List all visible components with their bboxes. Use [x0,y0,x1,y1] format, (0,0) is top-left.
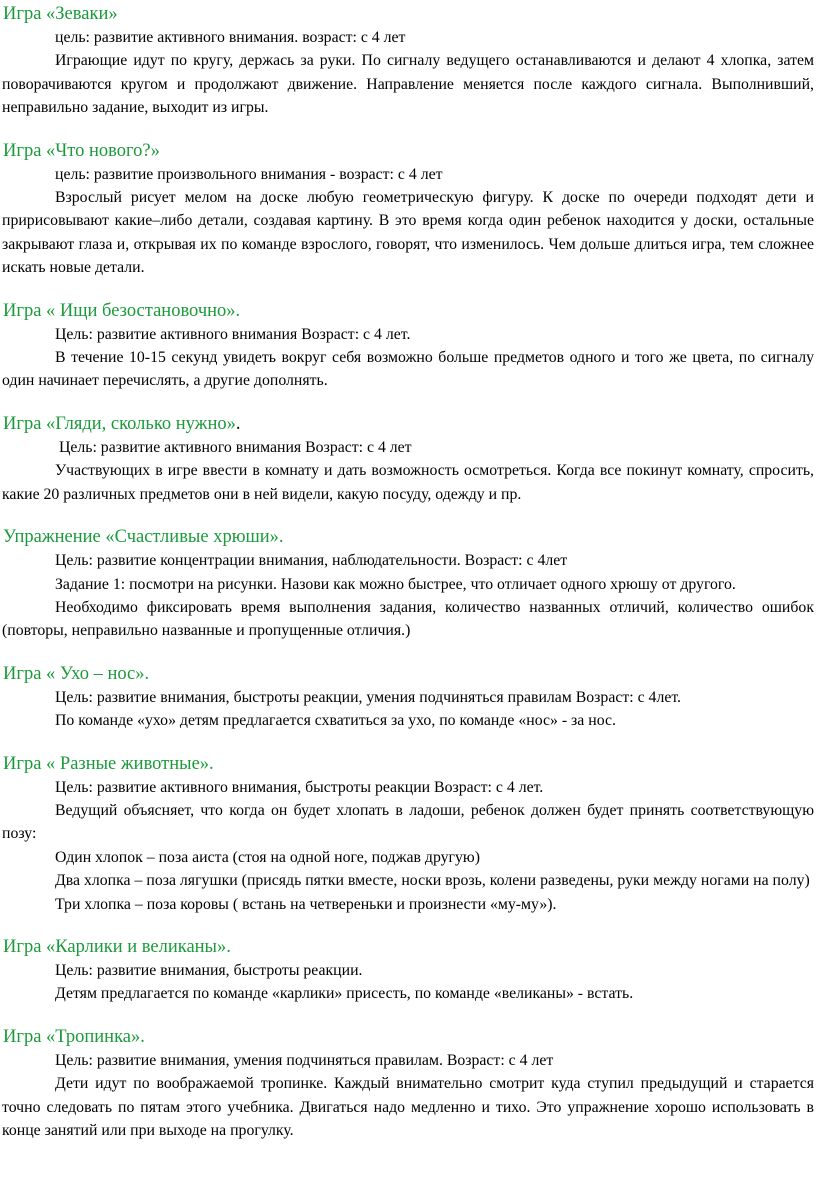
section-paragraph: Три хлопка – поза коровы ( встань на четвереньки и произнести «му-му»). [55,895,557,913]
section-title: Игра « Разные животные». [3,753,214,774]
game-section-glyadi [2,412,814,506]
section-paragraph: Играющие идут по кругу, держась за руки. По сигналу ведущего останавливаются и делают 4 хлопка, затем поворачиваются кругом и продолжают движение. Направление меняется после каждого сигнала. Выполнивший, неправильно задание, выходит из игры. [2,52,814,117]
game-section-zevaki [2,2,814,120]
section-paragraph: Необходимо фиксировать время выполнения задания, количество названных отличий, количество ошибок (повторы, неправильно названные и пропущенные отличия.) [2,598,814,640]
section-title: Игра «Гляди, сколько нужно». [3,413,241,434]
section-goal: Цель: развитие активного внимания, быстроты реакции Возраст: с 4 лет. [55,778,544,796]
section-paragraph: Детям предлагается по команде «карлики» присесть, по команде «великаны» - встать. [55,985,634,1003]
section-title: Игра «Тропинка». [3,1026,145,1047]
section-paragraph: Взрослый рисует мелом на доске любую геометрическую фигуру. К доске по очереди подходят дети и пририсовывают какие–либо детали, создавая картину. В это время когда один ребенок находится у доски, остальные закрывают глаза и, открывая их по команде взрослого, говорят, что изменилось. Чем дольше длиться игра, тем сложнее искать новые детали. [2,189,814,277]
section-title: Игра « Ищи безостановочно». [3,300,241,321]
section-goal: Цель: развитие концентрации внимания, наблюдательности. Возраст: с 4лет [55,552,568,570]
section-paragraph: В течение 10-15 секунд увидеть вокруг себя возможно больше предметов одного и того же цвета, по сигналу один начинает перечислять, а другие дополнять. [2,349,814,390]
section-goal: Цель: развитие активного внимания Возраст: с 4 лет. [55,325,411,343]
section-paragraph: Участвующих в игре ввести в комнату и дать возможность осмотреться. Когда все покинут комнату, спросить, какие 20 различных предметов они в ней видели, какую посуду, одежду и пр. [2,462,814,503]
section-goal: Цель: развитие внимания, быстроты реакции. [55,961,363,979]
section-goal: цель: развитие произвольного внимания - возраст: с 4 лет [55,165,443,183]
section-paragraph: По команде «ухо» детям предлагается схватиться за ухо, по команде «нос» - за нос. [55,712,616,730]
section-title: Игра « Ухо – нос». [3,663,150,684]
section-title: Игра «Что нового?» [3,140,160,161]
game-section-ishchi [2,299,814,393]
section-paragraph: Дети идут по воображаемой тропинке. Каждый внимательно смотрит куда ступил предыдущий и старается точно следовать по пятам этого учебника. Двигаться надо медленно и тихо. Это упражнение хорошо использовать в конце занятий или при выходе на прогулку. [2,1075,814,1139]
section-paragraph: Два хлопка – поза лягушки (присядь пятки вместе, носки врозь, колени разведены, руки между ногами на полу) [55,872,810,890]
section-goal: Цель: развитие внимания, быстроты реакции, умения подчиняться правилам Возраст: с 4лет. [55,688,682,706]
section-paragraph: Задание 1: посмотри на рисунки. Назови как можно быстрее, что отличает одного хрюшу от другого. [55,575,736,593]
game-section-raznye-zhivotnye [2,752,814,916]
exercise-section-khryushi [2,525,814,643]
game-section-tropinka [2,1025,814,1143]
section-goal: цель: развитие активного внимания. возраст: с 4 лет [55,29,406,46]
section-title: Игра «Зеваки» [3,4,118,24]
game-section-karliki [2,935,814,1006]
section-paragraph: Ведущий объясняет, что когда он будет хлопать в ладоши, ребенок должен будет принять соответствующую позу: [2,801,814,843]
section-paragraph: Один хлопок – поза аиста (стоя на одной ноге, поджав другую) [55,848,480,866]
game-section-ukho-nos [2,662,814,733]
game-section-chto-novogo [2,139,814,280]
section-goal: Цель: развитие внимания, умения подчиняться правилам. Возраст: с 4 лет [55,1051,554,1069]
section-title: Игра «Карлики и великаны». [3,936,231,957]
section-goal: Цель: развитие активного внимания Возраст: с 4 лет [55,438,412,456]
section-title: Упражнение «Счастливые хрюши». [3,527,284,548]
